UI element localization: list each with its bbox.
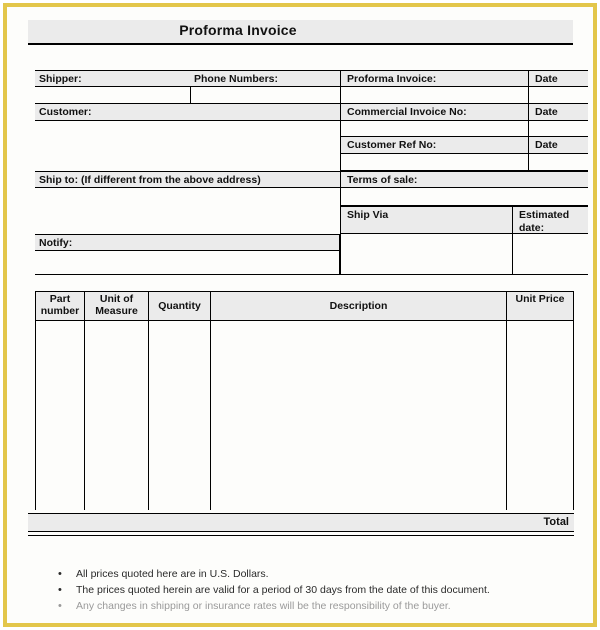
note-item	[54, 582, 584, 598]
field-label-proforma-invoice: Proforma Invoice:	[340, 70, 528, 87]
note-text: All prices quoted here are in U.S. Dollars.	[76, 568, 269, 580]
field-label-customer: Customer:	[35, 104, 340, 121]
column-header-quantity: Quantity	[149, 291, 211, 321]
field-value-estimated-date[interactable]	[512, 234, 588, 275]
field-label-customer-ref-no: Customer Ref No:	[340, 137, 528, 154]
note-item	[54, 598, 584, 614]
note-item	[54, 566, 584, 582]
total-row	[28, 513, 574, 532]
field-value-ship-via[interactable]	[340, 234, 512, 275]
field-label-estimated-date: Estimated date:	[512, 206, 588, 234]
field-label-ship-via: Ship Via	[340, 206, 512, 234]
page-title: Proforma Invoice	[179, 22, 297, 38]
column-header-part-number: Part number	[35, 291, 85, 321]
header-info-grid	[28, 70, 588, 255]
document-title-band	[28, 20, 573, 45]
cell-body-part-number[interactable]	[35, 321, 85, 510]
cell-body-unit-price[interactable]	[507, 321, 574, 510]
field-value-customer-ref-date[interactable]	[528, 154, 588, 171]
field-label-notify: Notify:	[35, 234, 340, 251]
field-value-proforma-invoice-date[interactable]	[528, 87, 588, 104]
cell-body-description[interactable]	[211, 321, 507, 510]
field-label-phone-numbers: Phone Numbers:	[190, 70, 340, 87]
cell-body-quantity[interactable]	[149, 321, 211, 510]
document-body	[28, 20, 588, 612]
field-value-shipper[interactable]	[35, 87, 190, 104]
field-value-commercial-invoice-no[interactable]	[340, 121, 528, 137]
bullet-icon: •	[58, 600, 62, 612]
field-value-proforma-invoice[interactable]	[340, 87, 528, 104]
gold-border	[3, 3, 597, 627]
notes-list	[54, 566, 584, 614]
column-header-description: Description	[211, 291, 507, 321]
field-value-commercial-invoice-date[interactable]	[528, 121, 588, 137]
field-value-phone-numbers[interactable]	[190, 87, 340, 104]
column-header-unit-of-measure: Unit of Measure	[85, 291, 149, 321]
cell-body-unit-of-measure[interactable]	[85, 321, 149, 510]
field-label-commercial-invoice-no: Commercial Invoice No:	[340, 104, 528, 121]
field-value-customer-ref-no[interactable]	[340, 154, 528, 171]
bullet-icon: •	[58, 584, 62, 596]
field-label-proforma-invoice-date: Date	[528, 70, 588, 87]
field-value-customer-address[interactable]	[35, 121, 340, 168]
document-sheet	[7, 7, 593, 623]
total-bottom-rule	[28, 535, 574, 536]
field-label-ship-to: Ship to: (If different from the above address)	[35, 171, 340, 188]
field-label-shipper: Shipper:	[35, 70, 190, 87]
note-text: Any changes in shipping or insurance rates will be the responsibility of the buyer.	[76, 600, 451, 612]
total-label: Total	[543, 516, 569, 528]
field-value-notify[interactable]	[35, 251, 340, 275]
field-label-customer-ref-date: Date	[528, 137, 588, 154]
note-text: The prices quoted herein are valid for a period of 30 days from the date of this document.	[76, 584, 490, 596]
bullet-icon: •	[58, 568, 62, 580]
field-label-commercial-invoice-date: Date	[528, 104, 588, 121]
column-header-unit-price: Unit Price	[507, 291, 574, 321]
field-value-ship-to-address[interactable]	[35, 188, 340, 238]
field-value-terms-of-sale[interactable]	[340, 188, 588, 206]
field-label-terms-of-sale: Terms of sale:	[340, 171, 588, 188]
